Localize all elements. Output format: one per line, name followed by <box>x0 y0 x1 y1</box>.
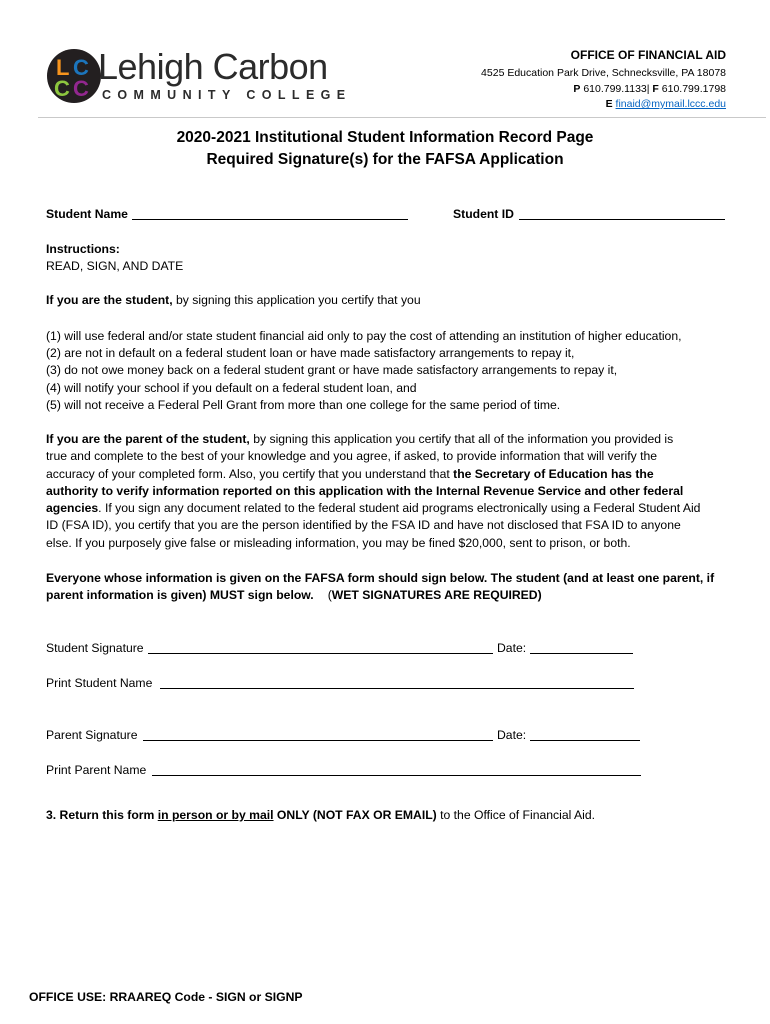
parent-cert-text: accuracy of your completed form. Also, you certify that you understand that <box>46 466 454 481</box>
list-item: (4) will notify your school if you default on a federal student loan, and <box>46 380 417 395</box>
instructions-body: READ, SIGN, AND DATE <box>46 259 184 273</box>
instructions-heading: Instructions: <box>46 242 120 256</box>
student-certification <box>46 292 421 309</box>
office-phone-fax <box>573 83 726 95</box>
parent-cert-text: else. If you purposely give false or misleading information, you may be fined $20,000, sent to prison, or both. <box>46 535 631 550</box>
signature-requirement-line: parent information is given) MUST sign below. <box>46 588 314 603</box>
student-id-label: Student ID <box>453 207 514 221</box>
parent-cert-text: ID (FSA ID), you certify that you are the person identified by the FSA ID and have not disclosed that FSA ID to anyone <box>46 518 681 533</box>
parent-date-label: Date: <box>497 728 527 742</box>
student-cert-lead: If you are the student, <box>46 293 173 307</box>
conditions-list <box>46 328 682 414</box>
print-student-name-field[interactable] <box>160 676 634 689</box>
student-date-label: Date: <box>497 641 527 655</box>
list-item: (3) do not owe money back on a federal student grant or have made satisfactory arrangements to repay it, <box>46 363 618 378</box>
wet-signatures-text: WET SIGNATURES ARE REQUIRED) <box>331 588 542 603</box>
signature-requirement-line: Everyone whose information is given on the FAFSA form should sign below. The student (and at least one parent, if <box>46 571 715 585</box>
student-cert-text: by signing this application you certify that you <box>172 293 421 307</box>
parent-signature-field[interactable] <box>143 728 493 741</box>
print-student-name-label: Print Student Name <box>46 676 153 690</box>
student-name-field[interactable] <box>132 207 408 220</box>
parent-date-field[interactable] <box>530 728 640 741</box>
svg-text:C: C <box>54 76 70 101</box>
wet-open-paren: ( <box>327 588 332 603</box>
logo-community-college: COMMUNITY COLLEGE <box>102 88 352 102</box>
wet-signatures-note <box>328 588 542 602</box>
parent-cert-text: by signing this application you certify that all of the information you provided is <box>249 432 674 446</box>
list-item: (1) will use federal and/or state student financial aid only to pay the cost of attending an institution of higher education, <box>46 329 682 343</box>
page-title: 2020-2021 Institutional Student Information Record Page <box>176 129 594 146</box>
office-address: 4525 Education Park Drive, Schnecksville, PA 18078 <box>481 67 726 79</box>
return-restriction: ONLY (NOT FAX OR EMAIL) <box>273 808 437 822</box>
parent-cert-bold: agencies <box>46 501 99 516</box>
student-id-field[interactable] <box>519 207 725 220</box>
parent-cert-bold: authority to verify information reported on this application with the Internal Revenue Service and other federal <box>46 483 684 498</box>
return-method: in person or by mail <box>157 808 274 822</box>
parent-signature-label: Parent Signature <box>46 728 138 742</box>
office-email <box>606 98 726 110</box>
student-name-label: Student Name <box>46 207 128 221</box>
svg-text:L: L <box>56 55 70 80</box>
phone-number: 610.799.1133| <box>583 83 650 95</box>
list-item: (2) are not in default on a federal student loan or have made satisfactory arrangements to repay it, <box>46 346 575 361</box>
print-parent-name-field[interactable] <box>152 763 641 776</box>
student-date-field[interactable] <box>530 641 633 654</box>
print-parent-name-label: Print Parent Name <box>46 763 147 777</box>
header-divider <box>38 117 766 118</box>
office-title: OFFICE OF FINANCIAL AID <box>570 48 726 62</box>
parent-certification <box>46 431 736 552</box>
office-use-footer: OFFICE USE: RRAAREQ Code - SIGN or SIGNP <box>29 990 303 1004</box>
signature-requirement <box>46 570 714 605</box>
lccc-seal-icon <box>46 48 102 104</box>
parent-cert-text: true and complete to the best of your knowledge and you agree, if asked, to provide information that will verify the <box>46 449 658 464</box>
return-lead: 3. Return this form <box>46 808 158 822</box>
parent-cert-lead: If you are the parent of the student, <box>46 432 250 446</box>
fax-label: F <box>652 83 659 95</box>
logo-college-name: Lehigh Carbon <box>98 46 328 87</box>
fax-number: 610.799.1798 <box>661 83 726 95</box>
phone-label: P <box>573 83 581 95</box>
list-item: (5) will not receive a Federal Pell Grant from more than one college for the same period of time. <box>46 397 561 412</box>
svg-text:C: C <box>73 76 89 101</box>
svg-text:C: C <box>73 55 89 80</box>
email-label: E <box>605 98 613 110</box>
return-instructions <box>46 807 595 824</box>
email-link[interactable]: finaid@mymail.lccc.edu <box>615 98 726 110</box>
student-signature-field[interactable] <box>148 641 493 654</box>
student-signature-label: Student Signature <box>46 641 144 655</box>
page-subtitle: Required Signature(s) for the FAFSA Application <box>206 151 564 168</box>
parent-cert-text: . If you sign any document related to the federal student aid programs electronically using a Federal Student Aid <box>98 501 701 516</box>
parent-cert-bold: the Secretary of Education has the <box>453 466 654 481</box>
return-destination: to the Office of Financial Aid. <box>436 808 596 822</box>
